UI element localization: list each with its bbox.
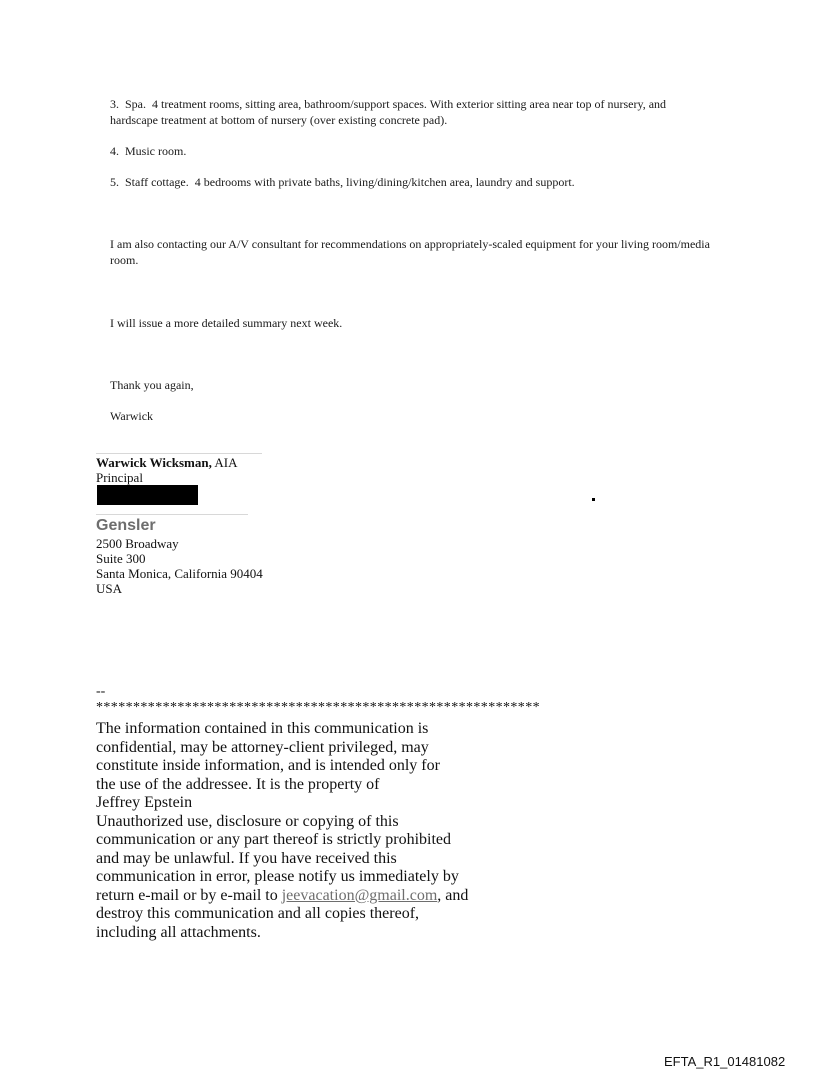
disclaimer-line: Unauthorized use, disclosure or copying of this [96,812,399,830]
stray-mark [592,498,595,501]
disclaimer-line: and may be unlawful. If you have received this [96,849,397,867]
address-line-suite: Suite 300 [96,551,146,566]
signature-divider-top [96,453,262,454]
disclaimer-line: constitute inside information, and is intended only for [96,757,440,774]
address-line-country: USA [96,581,123,596]
separator-dashes: -- [96,684,106,699]
email-link[interactable]: jeevacation@gmail.com [281,886,438,904]
list-item-music-room: 4. Music room. [110,144,187,158]
av-consultant-paragraph: I am also contacting our A/V consultant for recommendations on appropriately-scaled equipment for your living room/media room. [110,237,713,267]
document-id: EFTA_R1_01481082 [664,1054,786,1069]
signature-name-bold: Warwick Wicksman, [96,455,212,470]
disclaimer-line: Jeffrey Epstein [96,794,193,811]
signature-credential: AIA [211,455,238,470]
disclaimer-line: The information contained in this communication is [96,720,429,737]
company-name: Gensler [96,517,156,534]
signature-divider-bottom [96,514,248,515]
address-line-street: 2500 Broadway [96,536,179,551]
disclaimer-line: confidential, may be attorney-client privileged, may [96,738,429,756]
address-line-city: Santa Monica, California 90404 [96,566,263,581]
email-line-suffix: , and [437,886,469,904]
confidentiality-disclaimer [96,720,496,942]
list-item-spa: 3. Spa. 4 treatment rooms, sitting area, bathroom/support spaces. With exterior sitting area near top of nursery, and hardscape treatment at bottom of nursery (over existing concrete pad). [110,97,670,127]
list-item-staff-cottage: 5. Staff cottage. 4 bedrooms with private baths, living/dining/kitchen area, laundry and support. [110,175,575,189]
disclaimer-line: communication in error, please notify us immediately by [96,868,459,885]
disclaimer-line: including all attachments. [96,923,261,941]
disclaimer-line: the use of the addressee. It is the property of [96,775,380,793]
redaction-box [97,485,198,505]
separator-stars: ************************************************************ [96,700,540,715]
signoff-name: Warwick [110,409,154,423]
disclaimer-email-line [96,887,496,906]
closing-line: Thank you again, [110,378,194,392]
signature-title: Principal [96,470,143,485]
signature-name [96,455,237,470]
disclaimer-line: communication or any part thereof is strictly prohibited [96,831,452,848]
summary-paragraph: I will issue a more detailed summary next week. [110,316,343,330]
email-line-prefix: return e-mail or by e-mail to [96,886,282,904]
disclaimer-line: destroy this communication and all copies thereof, [96,905,420,922]
